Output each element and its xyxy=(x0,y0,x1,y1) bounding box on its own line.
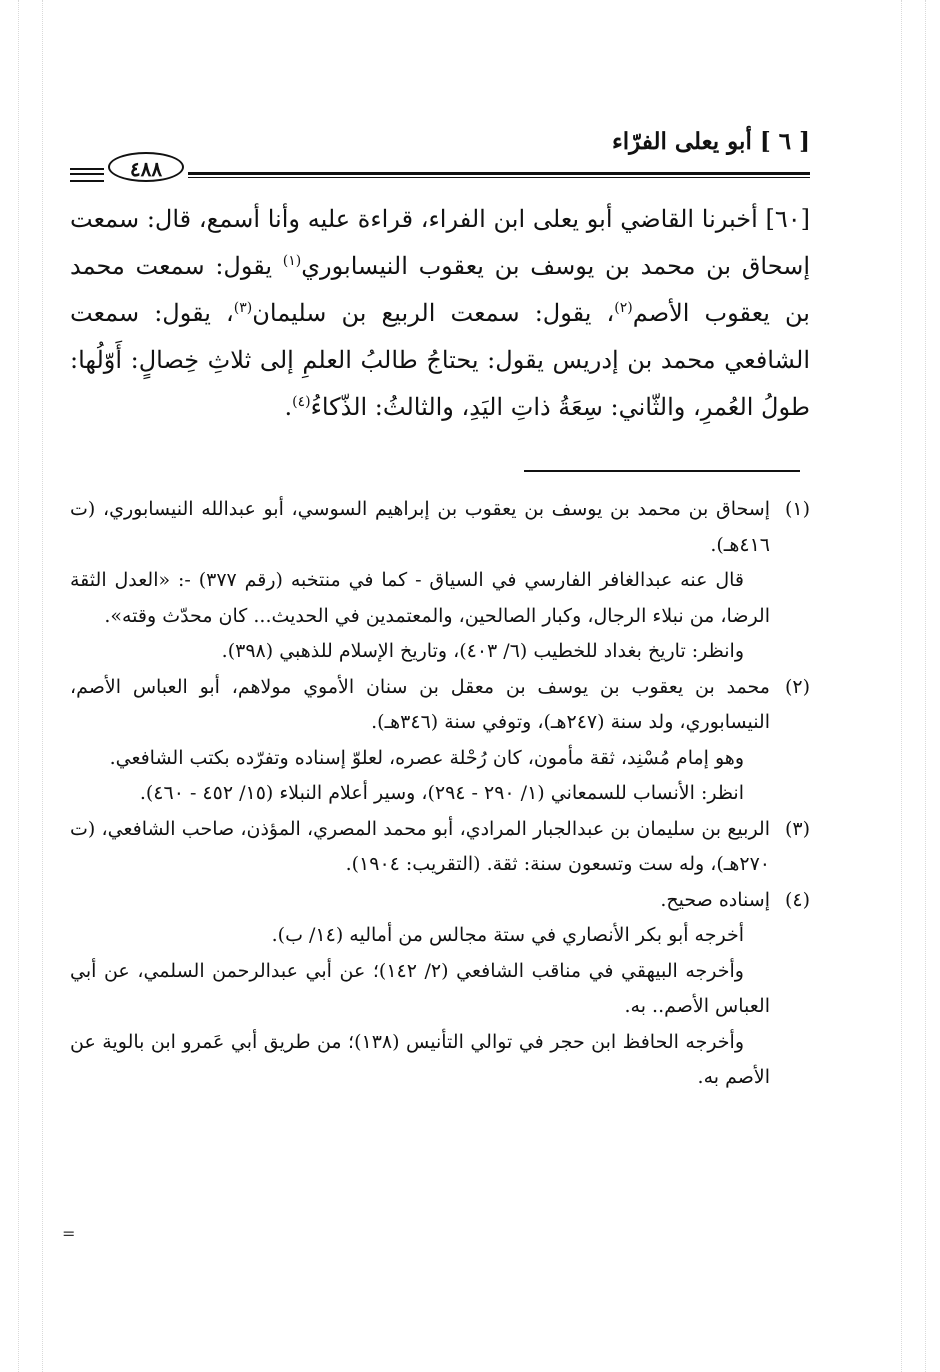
hadith-text: . xyxy=(284,393,293,421)
header-rule-ornament xyxy=(70,168,104,182)
page-number: ٤٨٨ xyxy=(108,152,184,182)
footnote-separator xyxy=(524,470,800,472)
hadith-text: [٦٠] أخبرنا القاضي أبو يعلى ابن الفراء، قراءة عليه وأنا أسمع، قال: سمعت إسحاق بن محمد بن يوسف بن يعقوب النيسابوري xyxy=(70,205,810,280)
footnote-ref[interactable]: (٢) xyxy=(614,300,633,316)
footnote-4 xyxy=(70,883,810,1096)
footnote-ref[interactable]: (١) xyxy=(282,253,302,269)
scan-edge-line xyxy=(42,0,43,1372)
footnote-text: إسناده صحيح. xyxy=(660,888,770,911)
footnote-text: أخرجه أبو بكر الأنصاري في ستة مجالس من أماليه (١٤/ ب). xyxy=(271,924,744,946)
footnote-text: محمد بن يعقوب بن يوسف بن معقل بن سنان الأموي مولاهم، أبو العباس الأصم، النيسابوري، ولد سنة (٢٤٧هـ)، وتوفي سنة (٣٤٦هـ). xyxy=(70,675,770,733)
footnote-text: انظر: الأنساب للسمعاني (١/ ٢٩٠ - ٢٩٤)، وسير أعلام النبلاء (١٥/ ٤٥٢ - ٤٦٠). xyxy=(139,782,744,804)
scan-edge-line xyxy=(18,0,19,1372)
footnote-text: الربيع بن سليمان بن عبدالجبار المرادي، أبو محمد المصري، المؤذن، صاحب الشافعي، (ت ٢٧٠هـ)، وله ست وتسعون سنة: ثقة. (التقريب: ١٩٠٤). xyxy=(70,817,770,875)
footnote-number: (٤) xyxy=(784,888,810,911)
hadith-paragraph xyxy=(70,196,810,431)
book-page xyxy=(70,0,810,1372)
scan-edge-line xyxy=(925,0,926,1372)
footnote-1 xyxy=(70,492,810,670)
footnote-text: قال عنه عبدالغافر الفارسي في السياق - كما في منتخبه (رقم ٣٧٧) -: «العدل الثقة الرضا، من نبلاء الرجال، وكبار الصالحين، والمعتمدين في الحديث... كان محدّث وقته». xyxy=(70,569,770,627)
footnote-ref[interactable]: (٤) xyxy=(292,394,311,410)
margin-mark: = xyxy=(62,1224,76,1243)
footnote-text: إسحاق بن محمد بن يوسف بن يعقوب بن إبراهيم السوسي، أبو عبدالله النيسابوري، (ت ٤١٦هـ). xyxy=(70,498,770,556)
running-title: [ ٦ ] أبو يعلى الفرّاء xyxy=(611,128,810,155)
hadith-text: يقول: سمعت محمد بن يعقوب الأصم xyxy=(70,252,810,327)
footnote-3 xyxy=(70,812,810,883)
page-header-rule xyxy=(70,152,810,182)
footnote-text: وأخرجه الحافظ ابن حجر في توالي التأنيس (١٣٨)؛ من طريق أبي عَمرو ابن بالوية عن الأصم به. xyxy=(70,1030,770,1088)
footnotes xyxy=(70,492,810,1096)
footnote-number: (٢) xyxy=(784,675,810,698)
footnote-text: وانظر: تاريخ بغداد للخطيب (٦/ ٤٠٣)، وتاريخ الإسلام للذهبي (٣٩٨). xyxy=(221,640,744,662)
header-rule-line xyxy=(188,172,810,178)
footnote-number: (٣) xyxy=(784,817,810,840)
hadith-text: ، يقول: سمعت الشافعي محمد بن إدريس يقول: يحتاجُ طالبُ العلمِ إلى ثلاثِ خِصالٍ: أَوّلُها: طولُ العُمرِ، والثّاني: سِعَةُ ذاتِ اليَدِ، والثالثُ: الذّكاءُ xyxy=(70,299,810,421)
footnote-2 xyxy=(70,670,810,812)
hadith-text: ، يقول: سمعت الربيع بن سليمان xyxy=(252,299,615,327)
footnote-number: (١) xyxy=(784,498,810,520)
footnote-ref[interactable]: (٣) xyxy=(233,300,253,316)
main-text-block xyxy=(70,196,810,431)
footnote-text: وأخرجه البيهقي في مناقب الشافعي (٢/ ١٤٢)؛ عن أبي عبدالرحمن السلمي، عن أبي العباس الأصم.. به. xyxy=(70,959,770,1017)
scan-edge-line xyxy=(901,0,902,1372)
footnote-text: وهو إمام مُسْنِد، ثقة مأمون، كان رُحْلة عصره، لعلوّ إسناده وتفرّده بكتب الشافعي. xyxy=(109,746,744,769)
